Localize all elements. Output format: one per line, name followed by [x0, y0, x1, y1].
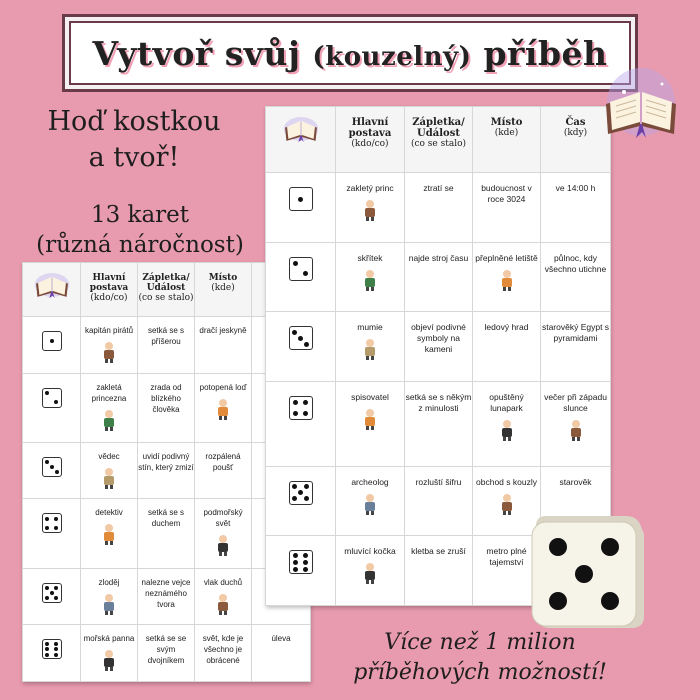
cell-postava	[81, 442, 138, 499]
cell-postava-text: mumie	[357, 322, 383, 333]
cell-zapletka	[138, 499, 195, 568]
illustration-icon	[496, 418, 518, 442]
table-row	[266, 312, 611, 382]
cell-misto	[473, 173, 541, 243]
cell-cas	[541, 312, 611, 382]
dice-cell	[23, 317, 81, 374]
cell-zapletka-text: setká se s někým z minulosti	[405, 391, 472, 413]
cell-misto	[473, 242, 541, 312]
dice-3-icon	[289, 326, 313, 350]
cell-misto	[473, 312, 541, 382]
roll-heading	[24, 104, 244, 176]
die-pip	[54, 647, 58, 651]
cell-zapletka-text: nalezne vejce neznámého tvora	[141, 577, 191, 609]
cell-misto-text: potopená loď	[199, 382, 247, 392]
cell-zapletka	[405, 173, 473, 243]
cell-misto	[195, 625, 252, 682]
cell-misto-text: podmořský svět	[203, 508, 243, 529]
cell-postava	[336, 242, 405, 312]
header-sublabel: (kdy)	[563, 128, 588, 138]
dice-1-icon	[42, 331, 62, 351]
illustration-icon	[359, 337, 381, 361]
illustration-icon	[98, 408, 120, 432]
cards-count	[20, 200, 260, 260]
die-pip	[292, 330, 297, 335]
cell-zapletka-text: uvidí podivný stín, který zmizí	[138, 451, 194, 472]
cell-cas-text: úleva	[271, 634, 291, 644]
table-row	[266, 381, 611, 466]
cell-zapletka	[405, 312, 473, 382]
die-pip	[45, 586, 49, 590]
cell-zapletka-text: kletba se zruší	[411, 546, 466, 557]
die-pip	[293, 553, 298, 558]
cell-misto-text: svět, kde je všechno je obrácené	[202, 634, 244, 666]
die-pip	[45, 653, 49, 657]
bottom-tagline	[330, 628, 630, 688]
header-label: Hlavní postava	[348, 117, 392, 139]
die-pip	[54, 642, 58, 646]
column-header-postava	[81, 263, 138, 317]
die-pip	[303, 400, 308, 405]
die-pip	[45, 460, 49, 464]
book-icon	[281, 113, 321, 142]
die-pip	[293, 411, 298, 416]
cell-zapletka	[138, 568, 195, 625]
cell-misto	[195, 442, 252, 499]
cell-postava	[336, 536, 405, 606]
title-paren: (kouzelný)	[312, 41, 472, 72]
dice-cell	[23, 442, 81, 499]
dice-5-icon	[42, 583, 62, 603]
header-label: Zápletka/ Událost	[412, 117, 465, 139]
cell-zapletka-text: najde stroj času	[408, 252, 469, 263]
die-pip	[45, 517, 49, 521]
cell-cas	[541, 173, 611, 243]
cards-count-line1: 13 karet	[90, 202, 190, 228]
dice-5-icon	[289, 481, 313, 505]
cell-zapletka	[138, 625, 195, 682]
dice-cell	[23, 625, 81, 682]
die-pip	[55, 470, 59, 474]
cell-zapletka-text: setká se se svým dvojníkem	[145, 634, 187, 666]
cell-misto-text: budoucnost v roce 3024	[481, 183, 532, 204]
die-pip	[293, 560, 298, 565]
book-icon	[32, 269, 72, 298]
die-pip	[45, 642, 49, 646]
cell-zapletka	[138, 442, 195, 499]
illustration-icon	[359, 561, 381, 585]
roll-heading-line2: a tvoř!	[88, 142, 180, 173]
bottom-tagline-line1: Více než 1 milion	[384, 630, 576, 655]
cell-postava-text: spisovatel	[351, 391, 389, 402]
header-sublabel: (kdo/co)	[90, 293, 128, 303]
cell-misto-text: dračí jeskyně	[199, 326, 247, 335]
illustration-icon	[98, 592, 120, 616]
illustration-icon	[212, 592, 234, 616]
die-pip	[303, 271, 308, 276]
illustration-icon	[496, 492, 518, 516]
header-label: Místo	[208, 273, 238, 283]
dice-cell	[266, 536, 336, 606]
cell-cas	[541, 242, 611, 312]
dice-cell	[266, 173, 336, 243]
book-cell	[266, 107, 336, 173]
cell-misto	[195, 568, 252, 625]
header-label: Místo	[490, 117, 523, 128]
cell-postava-text: detektiv	[95, 508, 123, 518]
illustration-icon	[565, 418, 587, 442]
table-row	[266, 242, 611, 312]
cell-postava	[81, 568, 138, 625]
cell-postava-text: vědec	[98, 451, 120, 461]
cell-misto	[195, 317, 252, 374]
cell-misto-text: obchod s kouzly	[476, 476, 537, 487]
die-pip	[298, 197, 303, 202]
page-title	[92, 34, 607, 73]
dice-4-icon	[42, 513, 62, 533]
book-cell	[23, 263, 81, 317]
cell-postava	[336, 173, 405, 243]
dice-4-icon	[289, 396, 313, 420]
die-pip	[54, 517, 58, 521]
cell-cas-text: půlnoc, kdy všechno utichne	[544, 252, 607, 274]
cell-postava	[336, 381, 405, 466]
cell-postava	[81, 625, 138, 682]
header-label: Čas	[565, 117, 586, 128]
cell-zapletka-text: setká se s duchem	[147, 508, 184, 529]
die-pip	[304, 342, 309, 347]
die-pip	[292, 484, 297, 489]
cell-zapletka	[405, 466, 473, 536]
die-pip	[293, 400, 298, 405]
cell-misto-text: opuštěný lunapark	[489, 391, 524, 413]
header-sublabel: (co se stalo)	[410, 139, 467, 149]
cell-misto	[195, 499, 252, 568]
header-sublabel: (kde)	[494, 128, 519, 138]
die-pip	[303, 560, 308, 565]
dice-1-icon	[289, 187, 313, 211]
dice-cell	[266, 242, 336, 312]
dice-cell	[266, 381, 336, 466]
cell-zapletka-text: setká se s příšerou	[147, 326, 184, 346]
illustration-icon	[212, 397, 234, 421]
column-header-zapletka	[405, 107, 473, 173]
die-pip	[54, 586, 58, 590]
cell-zapletka	[138, 317, 195, 374]
dice-3-icon	[42, 457, 62, 477]
die-pip	[50, 591, 54, 595]
dice-2-icon	[42, 388, 62, 408]
header-row	[266, 107, 611, 173]
dice-cell	[266, 312, 336, 382]
die-pip	[303, 567, 308, 572]
cell-zapletka	[138, 373, 195, 442]
table-row	[266, 173, 611, 243]
illustration-icon	[98, 522, 120, 546]
cell-postava	[81, 499, 138, 568]
title-part-1: Vytvoř svůj	[92, 33, 313, 73]
cell-postava-text: kapitán pirátů	[84, 326, 134, 335]
cell-misto-text: přeplněné letiště	[475, 252, 538, 263]
die-pip	[54, 596, 58, 600]
die-pip	[45, 526, 49, 530]
cell-postava-text: zakletá princezna	[91, 382, 127, 403]
cell-postava-text: mořská panna	[83, 634, 135, 644]
cell-zapletka-text: objeví podivné symboly na kameni	[411, 322, 466, 355]
header-sublabel: (kde)	[211, 283, 235, 293]
die-pip	[50, 465, 54, 469]
die-pip	[304, 484, 309, 489]
cell-zapletka	[405, 381, 473, 466]
illustration-icon	[98, 340, 120, 364]
roll-heading-line1: Hoď kostkou	[47, 106, 221, 137]
cell-zapletka	[405, 242, 473, 312]
die-pip	[292, 496, 297, 501]
illustration-icon	[359, 492, 381, 516]
cell-cas-text: večer při západu slunce	[544, 391, 607, 413]
column-header-zapletka	[138, 263, 195, 317]
cell-misto-text: ledový hrad	[484, 322, 529, 333]
cell-postava-text: mluvící kočka	[344, 546, 396, 557]
illustration-icon	[212, 533, 234, 557]
magic-book-icon	[596, 64, 686, 140]
title-part-2: příběh	[471, 33, 608, 73]
cell-misto-text: vlak duchů	[203, 577, 243, 587]
cell-postava-text: skřítek	[357, 252, 383, 263]
die-pip	[54, 400, 58, 404]
column-header-misto	[195, 263, 252, 317]
die-pip	[303, 553, 308, 558]
header-sublabel: (co se stalo)	[138, 293, 194, 303]
cell-cas	[252, 625, 311, 682]
die-pip	[293, 261, 298, 266]
cell-postava	[81, 373, 138, 442]
table-row	[23, 625, 311, 682]
header-sublabel: (kdo/co)	[351, 139, 389, 149]
dice-cell	[266, 466, 336, 536]
dice-6-icon	[289, 550, 313, 574]
cell-misto-text: metro plné tajemství	[486, 546, 527, 568]
cell-cas-text: ve 14:00 h	[555, 183, 596, 193]
cell-zapletka	[405, 536, 473, 606]
dice-five-icon	[528, 512, 648, 632]
cell-zapletka-text: rozluští šifru	[415, 476, 462, 487]
header-label: Zápletka/ Událost	[142, 273, 190, 293]
illustration-icon	[359, 268, 381, 292]
cell-cas-text: starověký Egypt s pyramidami	[541, 322, 610, 344]
cell-zapletka-text: ztratí se	[423, 183, 454, 193]
title-frame	[69, 21, 631, 85]
die-pip	[293, 567, 298, 572]
cell-postava-text: archeolog	[351, 476, 389, 487]
die-pip	[50, 339, 54, 343]
bottom-tagline-line2: příběhových možností!	[353, 660, 607, 685]
column-header-postava	[336, 107, 405, 173]
cell-postava	[81, 317, 138, 374]
cell-postava-text: zakletý princ	[346, 183, 394, 193]
die-pip	[303, 411, 308, 416]
column-header-misto	[473, 107, 541, 173]
cell-misto-text: rozpálená poušť	[205, 451, 241, 472]
cell-misto	[195, 373, 252, 442]
cell-misto	[473, 381, 541, 466]
illustration-icon	[98, 466, 120, 490]
cell-cas	[541, 381, 611, 466]
die-pip	[45, 647, 49, 651]
die-pip	[298, 336, 303, 341]
illustration-icon	[98, 648, 120, 672]
dice-cell	[23, 499, 81, 568]
illustration-icon	[359, 407, 381, 431]
dice-6-icon	[42, 639, 62, 659]
cell-postava	[336, 312, 405, 382]
die-pip	[54, 653, 58, 657]
illustration-icon	[496, 268, 518, 292]
dice-cell	[23, 568, 81, 625]
cards-count-line2: (různá náročnost)	[36, 232, 244, 258]
dice-cell	[23, 373, 81, 442]
cell-zapletka-text: zrada od blízkého člověka	[150, 382, 182, 414]
header-label: Hlavní postava	[89, 273, 129, 293]
cell-cas-text: starověk	[559, 476, 592, 487]
die-pip	[45, 596, 49, 600]
dice-2-icon	[289, 257, 313, 281]
cell-postava-text: zloděj	[98, 577, 120, 587]
die-pip	[298, 490, 303, 495]
title-banner	[62, 14, 638, 92]
cell-postava	[336, 466, 405, 536]
die-pip	[45, 391, 49, 395]
die-pip	[54, 526, 58, 530]
illustration-icon	[359, 198, 381, 222]
die-pip	[304, 496, 309, 501]
